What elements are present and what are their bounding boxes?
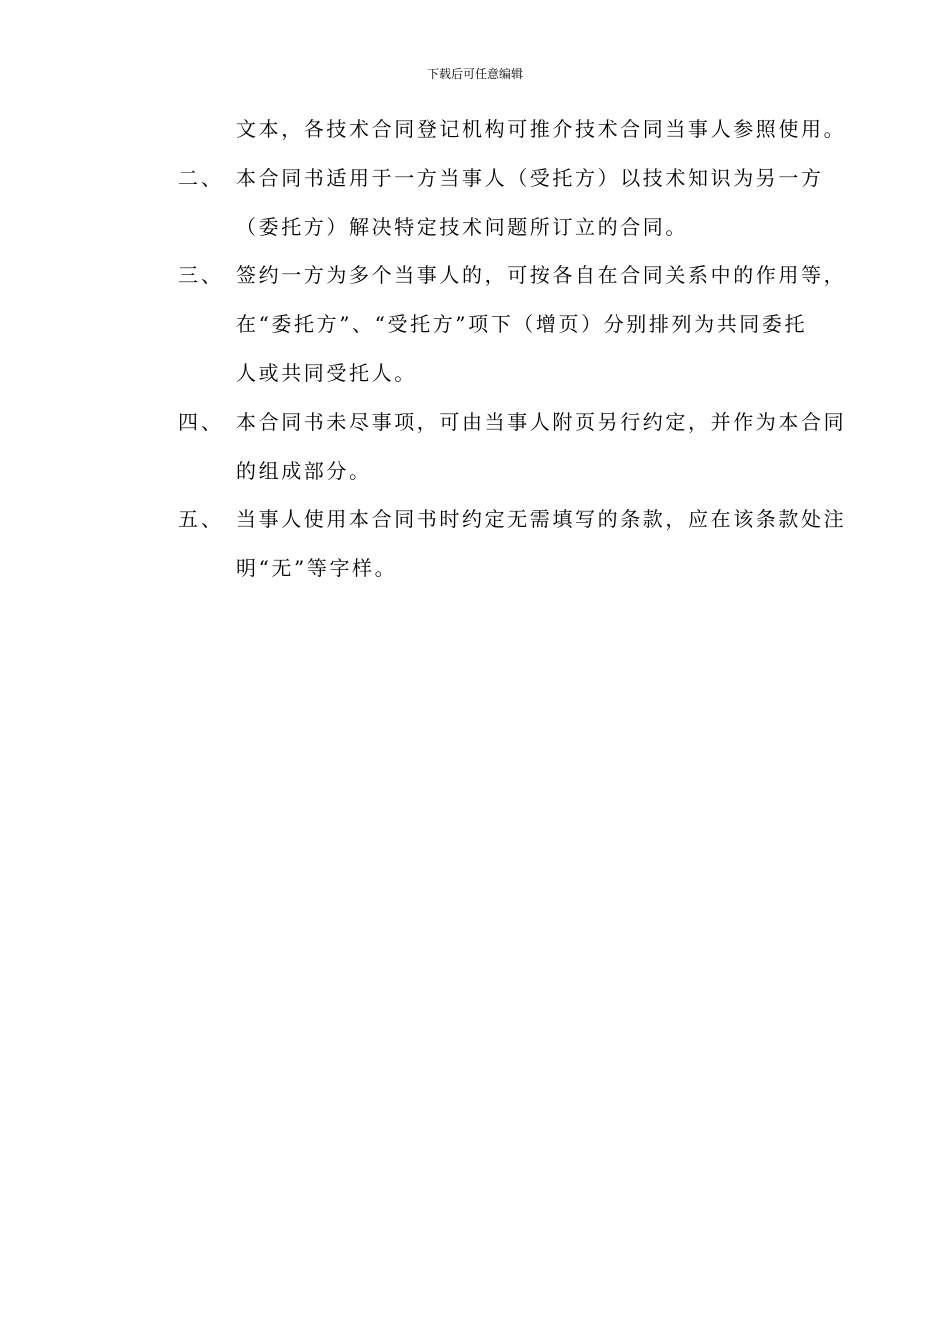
line-text: 本合同书未尽事项，可由当事人附页另行约定，并作为本合同 [236, 410, 847, 434]
line-text: 当事人使用本合同书时约定无需填写的条款，应在该条款处注 [236, 507, 847, 531]
line-text: 在“委托方”、“受托方”项下（增页）分别排列为共同委托 [236, 312, 808, 336]
item-number: 三、 [178, 263, 224, 287]
line-text: （委托方）解决特定技术问题所订立的合同。 [236, 215, 688, 239]
line-text: 签约一方为多个当事人的，可按各自在合同关系中的作用等， [236, 263, 847, 287]
line-text: 的组成部分。 [236, 459, 372, 483]
item-number: 五、 [178, 507, 224, 531]
line-text: 文本，各技术合同登记机构可推介技术合同当事人参照使用。 [236, 117, 847, 141]
line-text: 人或共同受托人。 [236, 361, 417, 385]
page-header: 下载后可任意编辑 [426, 67, 523, 81]
item-number: 四、 [178, 410, 224, 434]
line-text: 本合同书适用于一方当事人（受托方）以技术知识为另一方 [236, 166, 824, 190]
item-number: 二、 [178, 166, 224, 190]
line-text: 明“无”等字样。 [236, 556, 398, 580]
